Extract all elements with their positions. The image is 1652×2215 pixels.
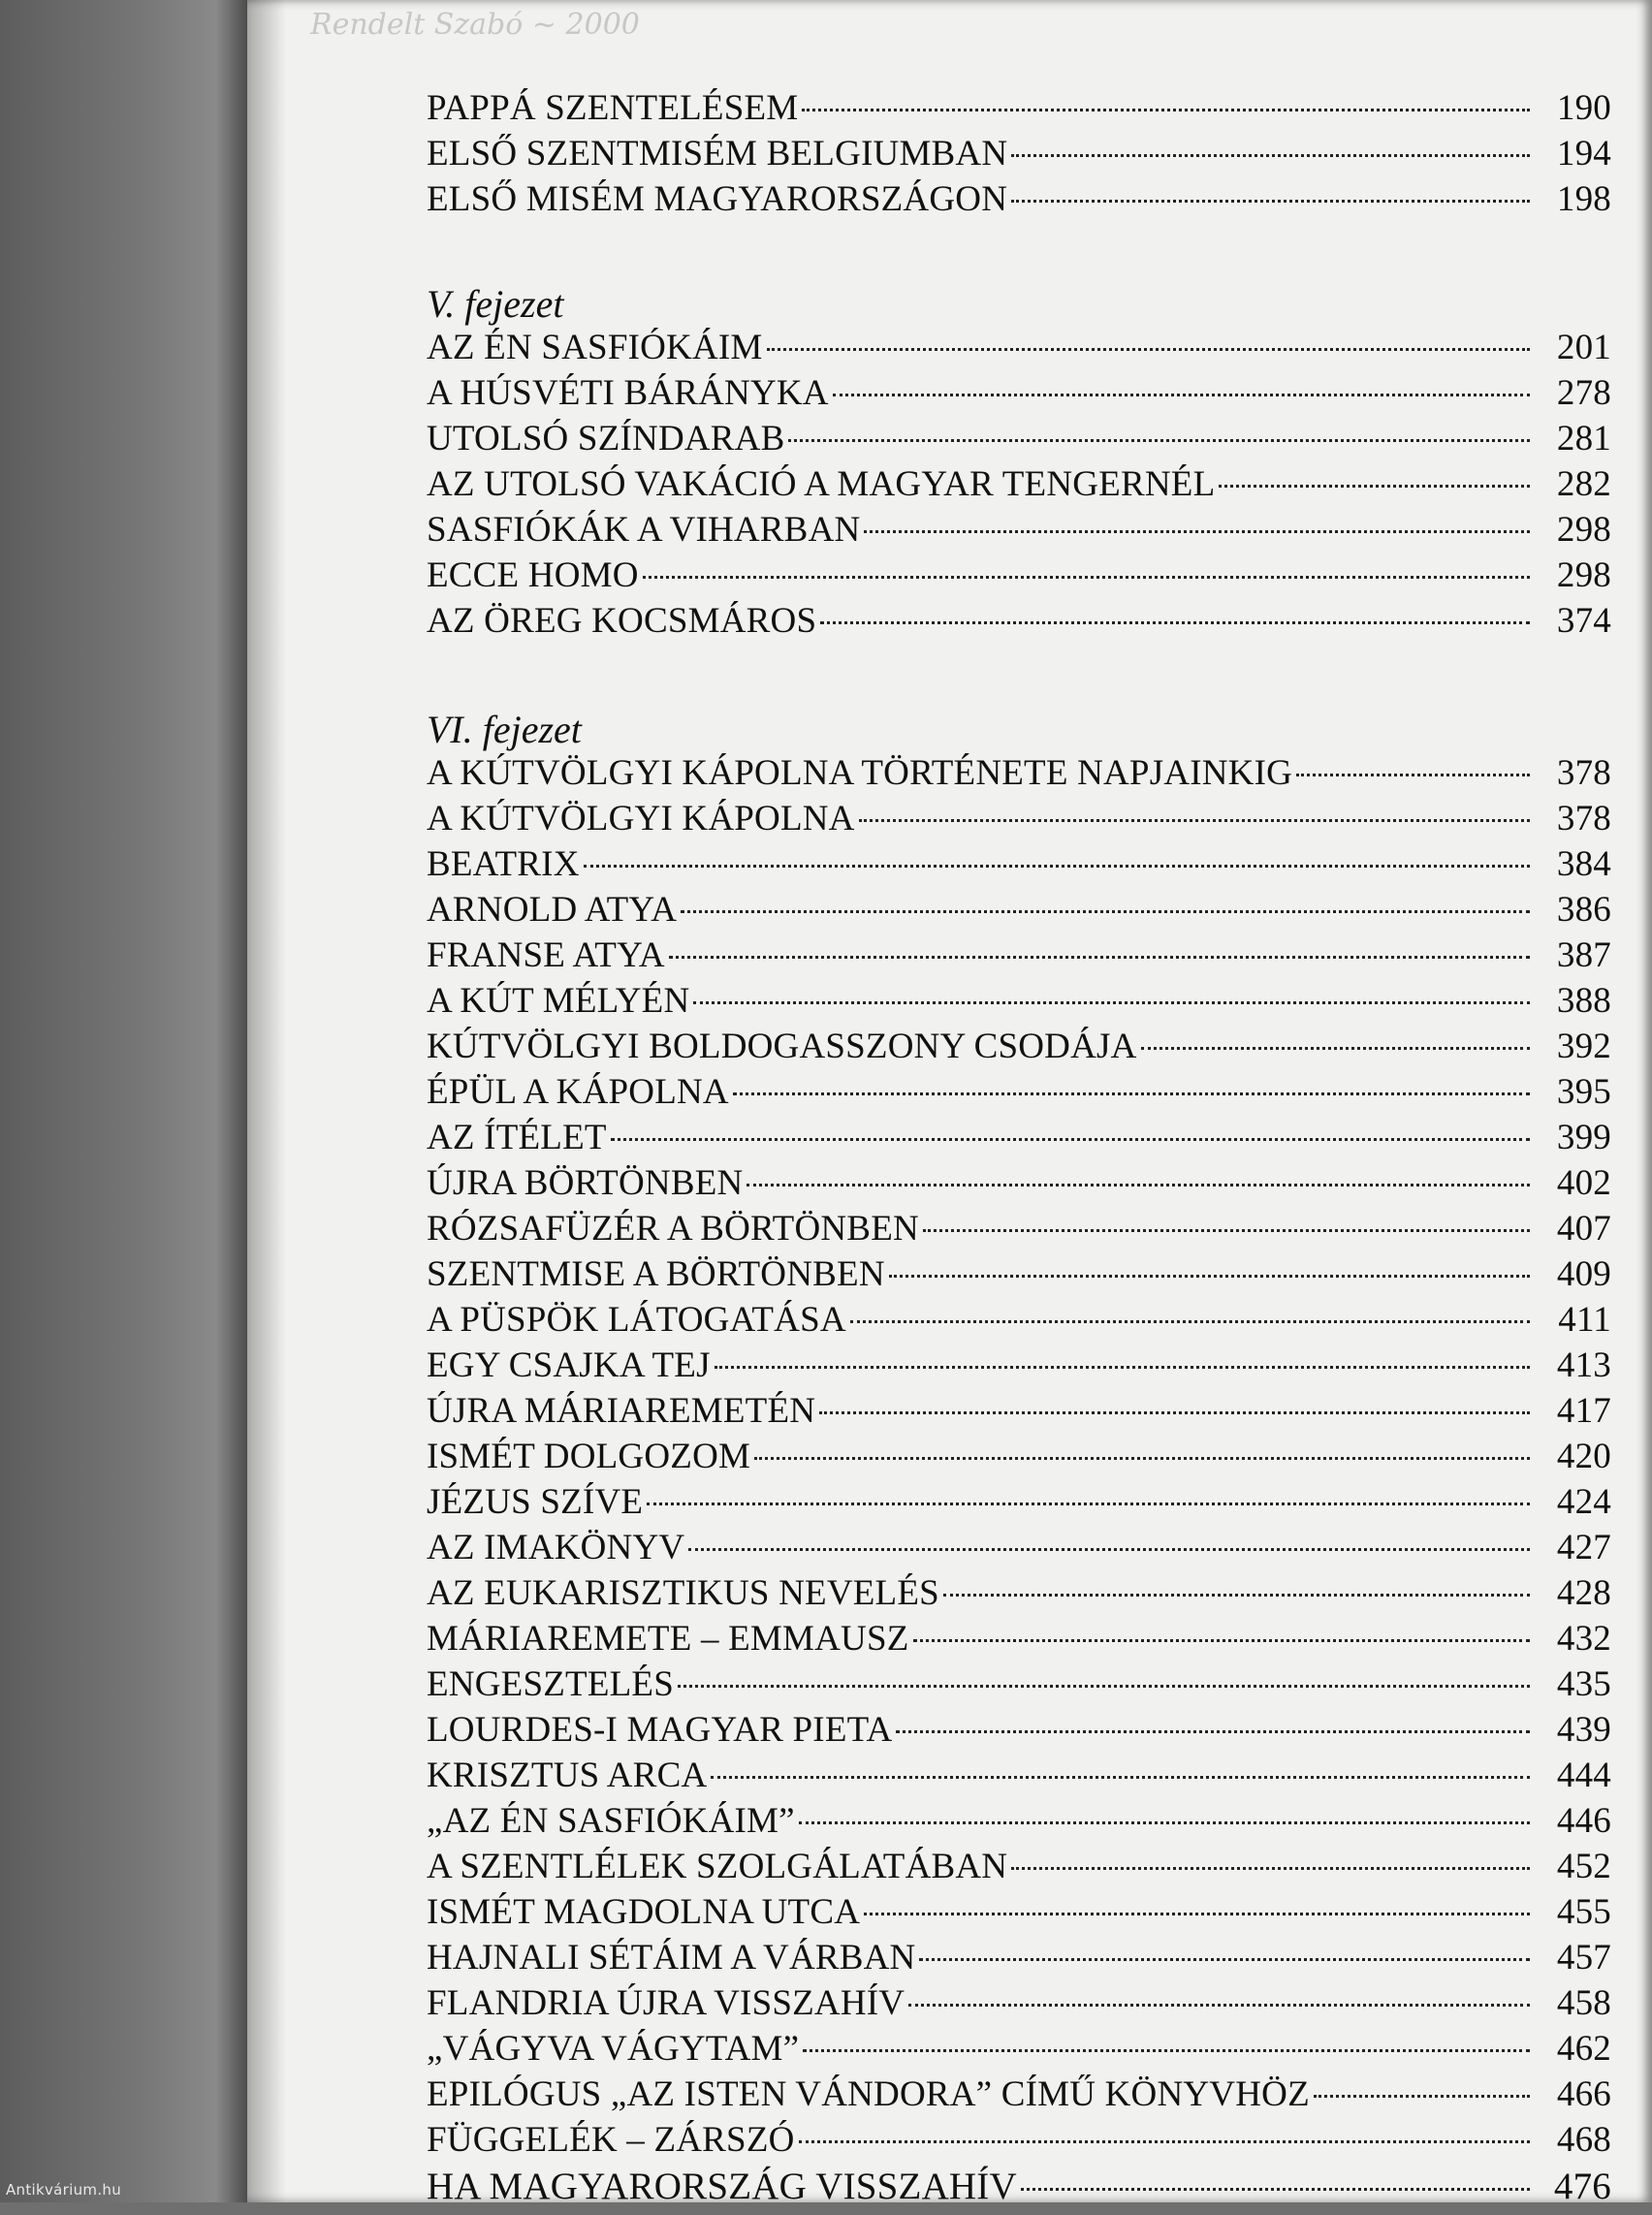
dot-leader xyxy=(693,1001,1530,1004)
toc-entry xyxy=(427,554,1611,600)
toc-entry-page-number: 201 xyxy=(1538,327,1611,368)
toc-entry xyxy=(427,1390,1611,1436)
toc-entry-title: ISMÉT DOLGOZOM xyxy=(427,1436,754,1477)
toc-entry-title: AZ IMAKÖNYV xyxy=(427,1527,688,1568)
toc-entry-title: EPILÓGUS „AZ ISTEN VÁNDORA” CÍMŰ KÖNYVHÖZ xyxy=(427,2073,1314,2115)
dot-leader xyxy=(767,348,1531,351)
toc-entry-title: MÁRIAREMETE – EMMAUSZ xyxy=(427,1618,913,1660)
dot-leader xyxy=(611,1138,1530,1141)
toc-entry-page-number: 378 xyxy=(1538,752,1611,794)
toc-entry-title: LOURDES-I MAGYAR PIETA xyxy=(427,1709,896,1751)
toc-entry-page-number: 432 xyxy=(1538,1618,1611,1660)
toc-entry-page-number: 395 xyxy=(1538,1071,1611,1113)
toc-entry-title: FÜGGELÉK – ZÁRSZÓ xyxy=(427,2119,799,2161)
toc-entry xyxy=(427,327,1611,372)
toc-entry-title: SZENTMISE A BÖRTÖNBEN xyxy=(427,1253,889,1295)
toc-entry-title: RÓZSAFÜZÉR A BÖRTÖNBEN xyxy=(427,1208,923,1250)
toc-entry-title: ÚJRA MÁRIAREMETÉN xyxy=(427,1390,819,1432)
toc-entry-page-number: 435 xyxy=(1538,1663,1611,1705)
toc-entry-title: A SZENTLÉLEK SZOLGÁLATÁBAN xyxy=(427,1846,1011,1887)
dot-leader xyxy=(1141,1047,1530,1050)
toc-entry xyxy=(427,1208,1611,1253)
toc-entry-title: AZ UTOLSÓ VAKÁCIÓ A MAGYAR TENGERNÉL xyxy=(427,463,1219,505)
dot-leader xyxy=(913,1639,1530,1642)
toc-entry xyxy=(427,889,1611,934)
chapter-heading: V. fejezet xyxy=(427,269,1611,327)
toc-entry-page-number: 411 xyxy=(1538,1299,1611,1341)
toc-entry-page-number: 444 xyxy=(1538,1755,1611,1796)
dot-leader xyxy=(923,1229,1530,1232)
toc-entry-page-number: 392 xyxy=(1538,1026,1611,1067)
toc-entry-page-number: 198 xyxy=(1538,178,1611,220)
toc-entry-title: A KÚTVÖLGYI KÁPOLNA xyxy=(427,798,859,839)
dot-leader xyxy=(678,1685,1530,1688)
toc-entry xyxy=(427,2028,1611,2073)
toc-entry-page-number: 194 xyxy=(1538,133,1611,174)
toc-entry-title: BEATRIX xyxy=(427,843,584,885)
chapter-heading: VI. fejezet xyxy=(427,694,1611,752)
dot-leader xyxy=(1011,1867,1530,1870)
toc-entry-title: ÉPÜL A KÁPOLNA xyxy=(427,1071,733,1113)
dot-leader xyxy=(850,1320,1530,1323)
toc-entry xyxy=(427,1891,1611,1937)
toc-entry xyxy=(427,934,1611,980)
dot-leader xyxy=(1021,2188,1530,2191)
dot-leader xyxy=(896,1730,1530,1733)
toc-entry xyxy=(427,980,1611,1026)
dot-leader xyxy=(819,1411,1530,1414)
toc-entry-page-number: 190 xyxy=(1538,87,1611,129)
toc-entry xyxy=(427,2073,1611,2119)
toc-entry xyxy=(427,1299,1611,1345)
toc-entry xyxy=(427,133,1611,178)
dot-leader xyxy=(733,1092,1530,1095)
toc-entry-page-number: 298 xyxy=(1538,554,1611,596)
toc-entry-title: FRANSE ATYA xyxy=(427,934,669,976)
dot-leader xyxy=(788,439,1530,442)
toc-entry xyxy=(427,178,1611,224)
dot-leader xyxy=(820,621,1530,624)
dot-leader xyxy=(864,1913,1530,1915)
toc-entry xyxy=(427,1572,1611,1618)
toc-entry-page-number: 455 xyxy=(1538,1891,1611,1933)
dot-leader xyxy=(803,2049,1530,2052)
toc-entry-page-number: 413 xyxy=(1538,1345,1611,1386)
toc-entry-page-number: 278 xyxy=(1538,372,1611,414)
dot-leader xyxy=(799,2140,1530,2143)
toc-entry xyxy=(427,1071,1611,1117)
dot-leader xyxy=(747,1184,1530,1187)
toc-entry-page-number: 399 xyxy=(1538,1117,1611,1158)
table-of-contents xyxy=(427,87,1611,2215)
dot-leader xyxy=(943,1594,1530,1597)
toc-entry xyxy=(427,418,1611,463)
toc-entry-title: A HÚSVÉTI BÁRÁNYKA xyxy=(427,372,833,414)
toc-entry xyxy=(427,1982,1611,2028)
toc-entry-page-number: 282 xyxy=(1538,463,1611,505)
dot-leader xyxy=(715,1366,1530,1369)
dot-leader xyxy=(643,576,1530,579)
dot-leader xyxy=(859,819,1530,822)
toc-entry-page-number: 374 xyxy=(1538,600,1611,642)
toc-entry-page-number: 402 xyxy=(1538,1162,1611,1204)
toc-entry-page-number: 417 xyxy=(1538,1390,1611,1432)
toc-entry xyxy=(427,87,1611,133)
toc-entry xyxy=(427,1755,1611,1800)
dot-leader xyxy=(1314,2095,1530,2098)
toc-entry-page-number: 476 xyxy=(1538,2165,1611,2208)
toc-entry-title: UTOLSÓ SZÍNDARAB xyxy=(427,418,788,459)
dot-leader xyxy=(647,1503,1530,1505)
toc-entry-title: AZ ÉN SASFIÓKÁIM xyxy=(427,327,767,368)
dot-leader xyxy=(908,2004,1530,2007)
dot-leader xyxy=(802,109,1530,111)
toc-entry xyxy=(427,1527,1611,1572)
toc-entry-title: SASFIÓKÁK A VIHARBAN xyxy=(427,509,864,551)
toc-entry-page-number: 420 xyxy=(1538,1436,1611,1477)
toc-entry xyxy=(427,752,1611,798)
toc-entry-page-number: 407 xyxy=(1538,1208,1611,1250)
toc-entry-title: KRISZTUS ARCA xyxy=(427,1755,711,1796)
toc-entry xyxy=(427,372,1611,418)
toc-entry-page-number: 452 xyxy=(1538,1846,1611,1887)
toc-entry xyxy=(427,843,1611,889)
toc-entry-page-number: 384 xyxy=(1538,843,1611,885)
toc-entry-title: ISMÉT MAGDOLNA UTCA xyxy=(427,1891,864,1933)
toc-entry-page-number: 409 xyxy=(1538,1253,1611,1295)
dot-leader xyxy=(711,1776,1530,1779)
dot-leader xyxy=(688,1548,1530,1551)
dot-leader xyxy=(681,910,1530,913)
toc-entry xyxy=(427,1663,1611,1709)
toc-entry xyxy=(427,509,1611,554)
toc-entry-title: ÚJRA BÖRTÖNBEN xyxy=(427,1162,747,1204)
dot-leader xyxy=(799,1821,1530,1824)
toc-entry-title: „AZ ÉN SASFIÓKÁIM” xyxy=(427,1800,799,1842)
toc-entry-title: A KÚTVÖLGYI KÁPOLNA TÖRTÉNETE NAPJAINKIG xyxy=(427,752,1296,794)
dot-leader xyxy=(1219,485,1530,488)
toc-entry-title: HA MAGYARORSZÁG VISSZAHÍV xyxy=(427,2165,1021,2208)
watermark: Antikvárium.hu xyxy=(6,2181,121,2199)
toc-entry xyxy=(427,1253,1611,1299)
page-gutter-shadow xyxy=(247,0,286,2202)
dot-leader xyxy=(864,530,1530,533)
toc-entry-title: A KÚT MÉLYÉN xyxy=(427,980,693,1022)
toc-entry-page-number: 388 xyxy=(1538,980,1611,1022)
toc-entry xyxy=(427,1481,1611,1527)
toc-entry-title: JÉZUS SZÍVE xyxy=(427,1481,647,1523)
toc-entry-title: AZ ÍTÉLET xyxy=(427,1117,611,1158)
toc-entry xyxy=(427,798,1611,843)
toc-entry-page-number: 387 xyxy=(1538,934,1611,976)
toc-entry-title: HAJNALI SÉTÁIM A VÁRBAN xyxy=(427,1937,919,1978)
dot-leader xyxy=(833,394,1530,396)
toc-entry xyxy=(427,2119,1611,2165)
toc-entry-title: ARNOLD ATYA xyxy=(427,889,681,931)
toc-entry xyxy=(427,2165,1611,2215)
toc-entry-title: ELSŐ SZENTMISÉM BELGIUMBAN xyxy=(427,133,1011,174)
toc-entry xyxy=(427,600,1611,646)
toc-entry-title: EGY CSAJKA TEJ xyxy=(427,1345,715,1386)
dot-leader xyxy=(919,1958,1530,1961)
dot-leader xyxy=(1296,774,1530,776)
dot-leader xyxy=(669,956,1530,959)
toc-entry xyxy=(427,1618,1611,1663)
toc-entry xyxy=(427,1026,1611,1071)
toc-entry xyxy=(427,1937,1611,1982)
toc-entry xyxy=(427,463,1611,509)
toc-entry xyxy=(427,1345,1611,1390)
dot-leader xyxy=(584,865,1530,868)
toc-entry xyxy=(427,1846,1611,1891)
toc-entry-page-number: 386 xyxy=(1538,889,1611,931)
toc-entry-title: A PÜSPÖK LÁTOGATÁSA xyxy=(427,1299,850,1341)
toc-entry xyxy=(427,1800,1611,1846)
toc-entry-page-number: 298 xyxy=(1538,509,1611,551)
dot-leader xyxy=(1011,154,1530,157)
toc-entry-page-number: 378 xyxy=(1538,798,1611,839)
toc-entry-page-number: 281 xyxy=(1538,418,1611,459)
toc-entry-page-number: 427 xyxy=(1538,1527,1611,1568)
dot-leader xyxy=(1011,200,1530,203)
toc-entry-page-number: 466 xyxy=(1538,2073,1611,2115)
toc-entry-page-number: 428 xyxy=(1538,1572,1611,1614)
pencil-note: Rendelt Szabó ~ 2000 xyxy=(310,8,640,42)
toc-entry-page-number: 462 xyxy=(1538,2028,1611,2070)
book-spine xyxy=(0,0,254,2202)
toc-entry-title: AZ EUKARISZTIKUS NEVELÉS xyxy=(427,1572,943,1614)
toc-entry-title: PAPPÁ SZENTELÉSEM xyxy=(427,87,802,129)
toc-entry-page-number: 424 xyxy=(1538,1481,1611,1523)
toc-entry-page-number: 439 xyxy=(1538,1709,1611,1751)
dot-leader xyxy=(754,1457,1530,1460)
toc-entry-title: FLANDRIA ÚJRA VISSZAHÍV xyxy=(427,1982,908,2024)
dot-leader xyxy=(889,1275,1530,1278)
toc-entry xyxy=(427,1162,1611,1208)
toc-entry-page-number: 468 xyxy=(1538,2119,1611,2161)
toc-entry-title: ECCE HOMO xyxy=(427,554,643,596)
toc-entry-title: ELSŐ MISÉM MAGYARORSZÁGON xyxy=(427,178,1011,220)
toc-entry-title: KÚTVÖLGYI BOLDOGASSZONY CSODÁJA xyxy=(427,1026,1141,1067)
toc-entry-title: ENGESZTELÉS xyxy=(427,1663,678,1705)
toc-entry-title: „VÁGYVA VÁGYTAM” xyxy=(427,2028,803,2070)
toc-entry-page-number: 458 xyxy=(1538,1982,1611,2024)
toc-entry-page-number: 446 xyxy=(1538,1800,1611,1842)
toc-entry-title: AZ ÖREG KOCSMÁROS xyxy=(427,600,820,642)
toc-entry xyxy=(427,1709,1611,1755)
toc-entry xyxy=(427,1436,1611,1481)
toc-entry xyxy=(427,1117,1611,1162)
toc-entry-page-number: 457 xyxy=(1538,1937,1611,1978)
